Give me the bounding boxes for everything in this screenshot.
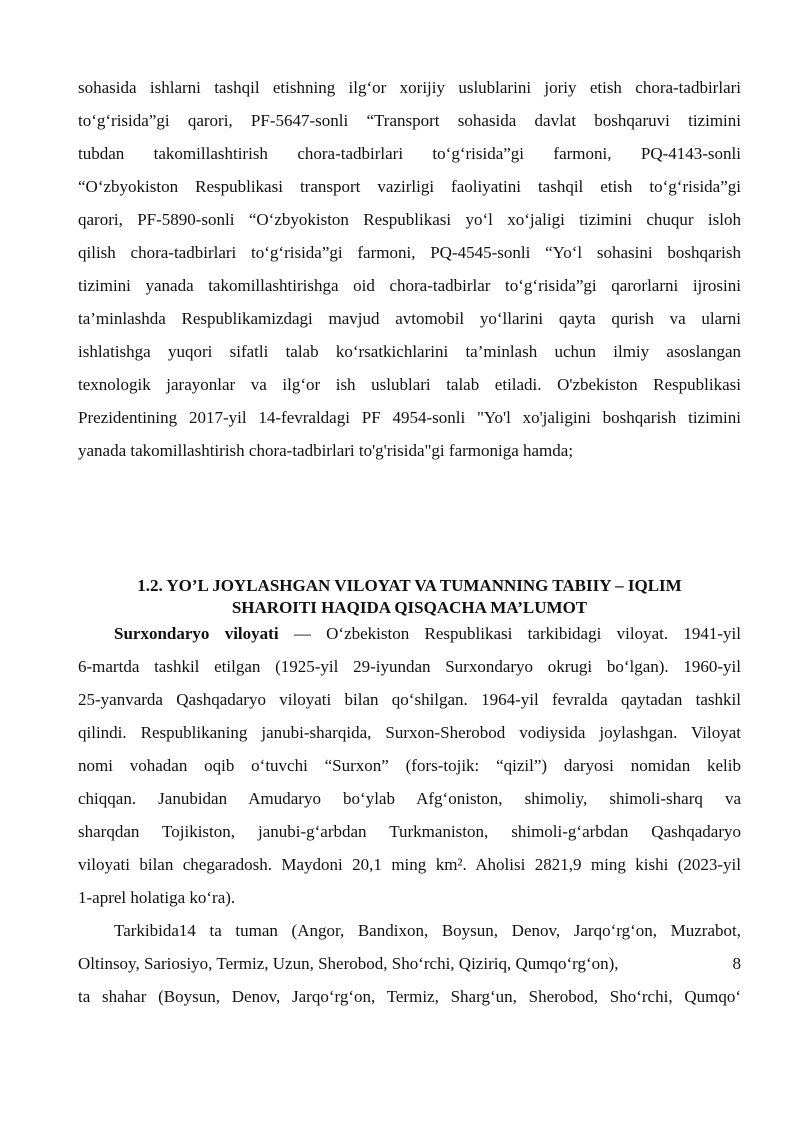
text-line: 6-martda tashkil etilgan (1925-yil 29-iyundan Surxondaryo okrugi bo‘lgan). 1960-yil [78,657,741,676]
text-line: “O‘zbyokiston Respublikasi transport vazirligi faoliyatini tashqil etish to‘g‘risida”gi [78,177,741,196]
text-line: to‘g‘risida”gi qarori, PF-5647-sonli “Transport sohasida davlat boshqaruvi tizimini [78,111,741,130]
text-line: chiqqan. Janubidan Amudaryo bo‘ylab Afg‘oniston, shimoliy, shimoli-sharq va [78,789,741,808]
text-line: qilindi. Respublikaning janubi-sharqida, Surxon-Sherobod vodiysida joylashgan. Viloyat [78,723,741,742]
term-surxondaryo: Surxondaryo viloyati [114,624,279,643]
text-run: Oltinsoy, Sariosiyo, Termiz, Uzun, Sherobod, Sho‘rchi, Qiziriq, Qumqo‘rg‘on), [78,954,619,973]
section-heading-line-1: 1.2. YO’L JOYLASHGAN VILOYAT VA TUMANNING TABIIY – IQLIM [137,576,682,595]
text-line: sharqdan Tojikiston, janubi-g‘arbdan Turkmaniston, shimoli-g‘arbdan Qashqadaryo [78,822,741,841]
text-line: viloyati bilan chegaradosh. Maydoni 20,1 ming km². Aholisi 2821,9 ming kishi (2023-yil [78,855,741,874]
section-heading-line-2: SHAROITI HAQIDA QISQACHA MA’LUMOT [231,598,588,617]
text-line: 1-aprel holatiga ko‘ra). [78,888,236,907]
text-line [78,954,741,974]
text-line: yanada takomillashtirish chora-tadbirlari to'g'risida"gi farmoniga hamda; [78,441,574,460]
text-line: 25-yanvarda Qashqadaryo viloyati bilan qo‘shilgan. 1964-yil fevralda qaytadan tashkil [78,690,741,709]
text-line: ta shahar (Boysun, Denov, Jarqo‘rg‘on, Termiz, Sharg‘un, Sherobod, Sho‘rchi, Qumqo‘ [78,987,741,1006]
text-line: Tarkibida14 ta tuman (Angor, Bandixon, Boysun, Denov, Jarqo‘rg‘on, Muzrabot, [114,921,741,940]
text-line: texnologik jarayonlar va ilg‘or ish uslublari talab etiladi. O'zbekiston Respublikasi [78,375,741,394]
text-line: tizimini yanada takomillashtirishga oid chora-tadbirlar to‘g‘risida”gi qarorlarni ijrosini [78,276,741,295]
text-line: qarori, PF-5890-sonli “O‘zbyokiston Respublikasi yo‘l xo‘jaligi tizimini chuqur isloh [78,210,741,229]
text-run: — O‘zbekiston Respublikasi tarkibidagi viloyat. 1941-yil [278,624,741,643]
text-line: ishlatishga yuqori sifatli talab ko‘rsatkichlarini ta’minlash uchun ilmiy asoslangan [78,342,741,361]
text-line: qilish chora-tadbirlari to‘g‘risida”gi farmoni, PQ-4545-sonli “Yo‘l sohasini boshqarish [78,243,741,262]
text-line: Prezidentining 2017-yil 14-fevraldagi PF 4954-sonli "Yo'l xo'jaligini boshqarish tizimini [78,408,741,427]
text-line [114,624,741,644]
text-line: nomi vohadan oqib o‘tuvchi “Surxon” (fors-tojik: “qizil”) daryosi nomidan kelib [78,756,741,775]
text-line: tubdan takomillashtirish chora-tadbirlari to‘g‘risida”gi farmoni, PQ-4143-sonli [78,144,741,163]
text-line: sohasida ishlarni tashqil etishning ilg‘or xorijiy uslublarini joriy etish chora-tadbirlari [78,78,741,97]
text-run: 8 [732,954,741,973]
text-line: ta’minlashda Respublikamizdagi mavjud avtomobil yo‘llarini qayta qurish va ularni [78,309,741,328]
